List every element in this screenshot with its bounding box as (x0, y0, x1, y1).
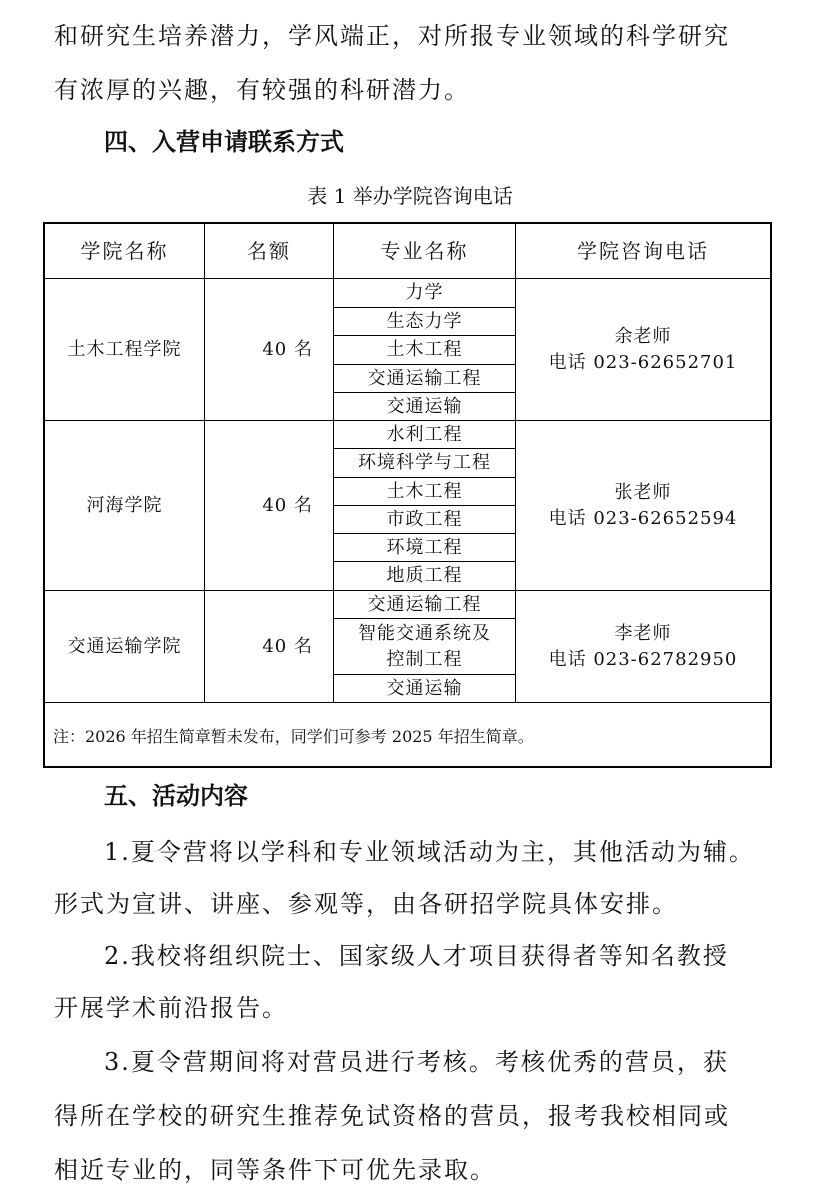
contact-table (43, 222, 772, 768)
section5-line-2: 形式为宣讲、讲座、参观等，由各研招学院具体安排。 (54, 890, 678, 918)
major-name: 交通运输 (386, 677, 463, 699)
major-name: 环境工程 (386, 536, 463, 558)
major-name: 水利工程 (386, 423, 463, 445)
table-note: 注：2026 年招生简章暂未发布，同学们可参考 2025 年招生简章。 (53, 727, 534, 746)
quota-value: 40 名 (262, 635, 313, 657)
college-name: 土木工程学院 (67, 338, 182, 360)
header-quota: 名额 (247, 239, 291, 263)
college-name: 河海学院 (86, 494, 163, 516)
quota-value: 40 名 (262, 494, 313, 516)
section4-heading: 四、入营申请联系方式 (104, 128, 344, 156)
contact-name: 余老师 (614, 325, 672, 347)
contact-phone: 电话 023-62652594 (548, 507, 738, 529)
quota-value: 40 名 (262, 338, 313, 360)
section5-line-5: 3.夏令营期间将对营员进行考核。考核优秀的营员，获 (104, 1048, 729, 1076)
major-name: 交通运输 (386, 395, 463, 417)
table-hline-group3 (45, 702, 770, 703)
major-name: 力学 (405, 282, 444, 303)
contact-phone: 电话 023-62652701 (548, 351, 738, 373)
major-name: 环境科学与工程 (358, 452, 491, 473)
intro-line-2: 有浓厚的兴趣，有较强的科研潜力。 (54, 76, 470, 104)
major-name: 土木工程 (386, 339, 463, 360)
header-phone: 学院咨询电话 (577, 239, 709, 263)
major-name: 交通运输工程 (367, 367, 482, 389)
contact-block (516, 591, 770, 702)
section5-heading: 五、活动内容 (104, 782, 248, 810)
major-name: 地质工程 (386, 565, 463, 586)
contact-name: 李老师 (614, 622, 672, 644)
major-name: 生态力学 (386, 310, 463, 332)
major-name: 智能交通系统及 控制工程 (358, 622, 491, 670)
section5-line-4: 开展学术前沿报告。 (54, 994, 288, 1022)
section5-line-7: 相近专业的，同等条件下可优先录取。 (54, 1156, 496, 1184)
intro-line-1: 和研究生培养潜力，学风端正，对所报专业领域的科学研究 (54, 22, 730, 50)
major-name: 交通运输工程 (367, 593, 482, 615)
major-name: 市政工程 (386, 508, 463, 530)
college-name: 交通运输学院 (67, 635, 182, 657)
section5-line-3: 2.我校将组织院士、国家级人才项目获得者等知名教授 (104, 942, 729, 970)
contact-block (516, 279, 770, 420)
section5-line-1: 1.夏令营将以学科和专业领域活动为主，其他活动为辅。 (104, 838, 755, 866)
header-college: 学院名称 (80, 239, 169, 263)
header-major: 专业名称 (380, 239, 469, 263)
table-caption: 表 1 举办学院咨询电话 (307, 184, 513, 208)
section5-line-6: 得所在学校的研究生推荐免试资格的营员，报考我校相同或 (54, 1102, 730, 1130)
contact-phone: 电话 023-62782950 (548, 648, 738, 670)
contact-block (516, 421, 770, 590)
major-name: 土木工程 (386, 480, 463, 502)
contact-name: 张老师 (614, 481, 672, 503)
